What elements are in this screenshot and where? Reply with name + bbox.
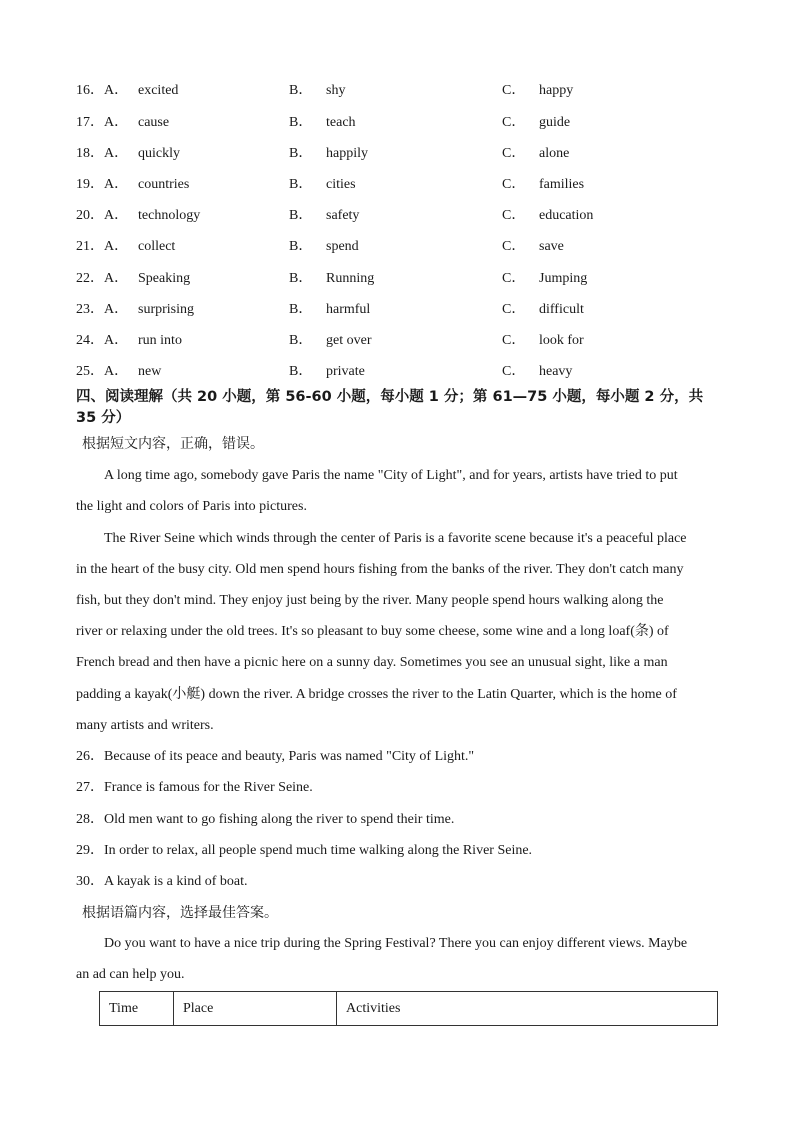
- table-header-cell: Time: [100, 992, 174, 1026]
- question-number: 19．: [76, 177, 104, 192]
- question-row: 24． A． run into B． get over C． look for: [76, 331, 736, 351]
- question-row: 17． A． cause B． teach C． guide: [76, 113, 736, 133]
- question-number: 18．: [76, 146, 104, 161]
- question-number: 22．: [76, 271, 104, 286]
- question-number: 24．: [76, 333, 104, 348]
- passage-line: Do you want to have a nice trip during the Spring Festival? There you can enjoy different views. Maybe: [104, 936, 688, 951]
- passage-line: the light and colors of Paris into pictures.: [76, 499, 307, 514]
- question-row: 19． A． countries B． cities C． families: [76, 175, 736, 195]
- statement-item: 26．Because of its peace and beauty, Paris was named "City of Light.": [76, 749, 475, 764]
- question-row: 18． A． quickly B． happily C． alone: [76, 144, 736, 164]
- question-number: 20．: [76, 208, 104, 223]
- ad-table: [99, 991, 718, 1026]
- passage-line: padding a kayak(小艇) down the river. A bridge crosses the river to the Latin Quarter, which is the home of: [76, 687, 677, 702]
- passage-line: in the heart of the busy city. Old men spend hours fishing from the banks of the river. They don't catch many: [76, 562, 684, 577]
- table-header-cell: Place: [174, 992, 337, 1026]
- table-header-cell: Activities: [337, 992, 718, 1026]
- statement-item: 29．In order to relax, all people spend much time walking along the River Seine.: [76, 843, 533, 858]
- section-title: [76, 387, 722, 429]
- section-title-line: 四、阅读理解（共 20 小题，第 56-60 小题，每小题 1 分；第 61—75 小题，每小题 2 分，共: [76, 389, 704, 405]
- question-row: 22． A． Speaking B． Running C． Jumping: [76, 269, 736, 289]
- passage-line: The River Seine which winds through the center of Paris is a favorite scene because it's a peaceful place: [104, 531, 687, 546]
- statement-item: 30．A kayak is a kind of boat.: [76, 874, 248, 889]
- question-row: 23． A． surprising B． harmful C． difficult: [76, 300, 736, 320]
- passage-line: French bread and then have a picnic here on a sunny day. Sometimes you see an unusual sight, like a man: [76, 655, 668, 670]
- statement-item: 28．Old men want to go fishing along the river to spend their time.: [76, 812, 455, 827]
- passage-line: fish, but they don't mind. They enjoy just being by the river. Many people spend hours walking along the: [76, 593, 664, 608]
- question-number: 21．: [76, 239, 104, 254]
- passage-line: many artists and writers.: [76, 718, 214, 733]
- passage-line: an ad can help you.: [76, 967, 185, 982]
- passage-line: river or relaxing under the old trees. It's so pleasant to buy some cheese, some wine and a long loaf(条) of: [76, 624, 669, 639]
- question-number: 16．: [76, 83, 104, 98]
- question-row: 25． A． new B． private C． heavy: [76, 362, 736, 382]
- question-number: 25．: [76, 364, 104, 379]
- instruction-text: 根据语篇内容，选择最佳答案。: [82, 905, 278, 921]
- section-title-line: 35 分）: [76, 410, 131, 426]
- statement-item: 27．France is famous for the River Seine.: [76, 780, 313, 795]
- question-row: 20． A． technology B． safety C． education: [76, 206, 736, 226]
- instruction-text: 根据短文内容，正确，错误。: [82, 436, 264, 452]
- passage-line: A long time ago, somebody gave Paris the name "City of Light", and for years, artists have tried to put: [104, 468, 678, 483]
- table-header-row: [100, 992, 718, 1026]
- question-row: 21． A． collect B． spend C． save: [76, 237, 736, 257]
- question-row: 16． A． excited B． shy C． happy: [76, 81, 736, 101]
- question-number: 23．: [76, 302, 104, 317]
- question-number: 17．: [76, 115, 104, 130]
